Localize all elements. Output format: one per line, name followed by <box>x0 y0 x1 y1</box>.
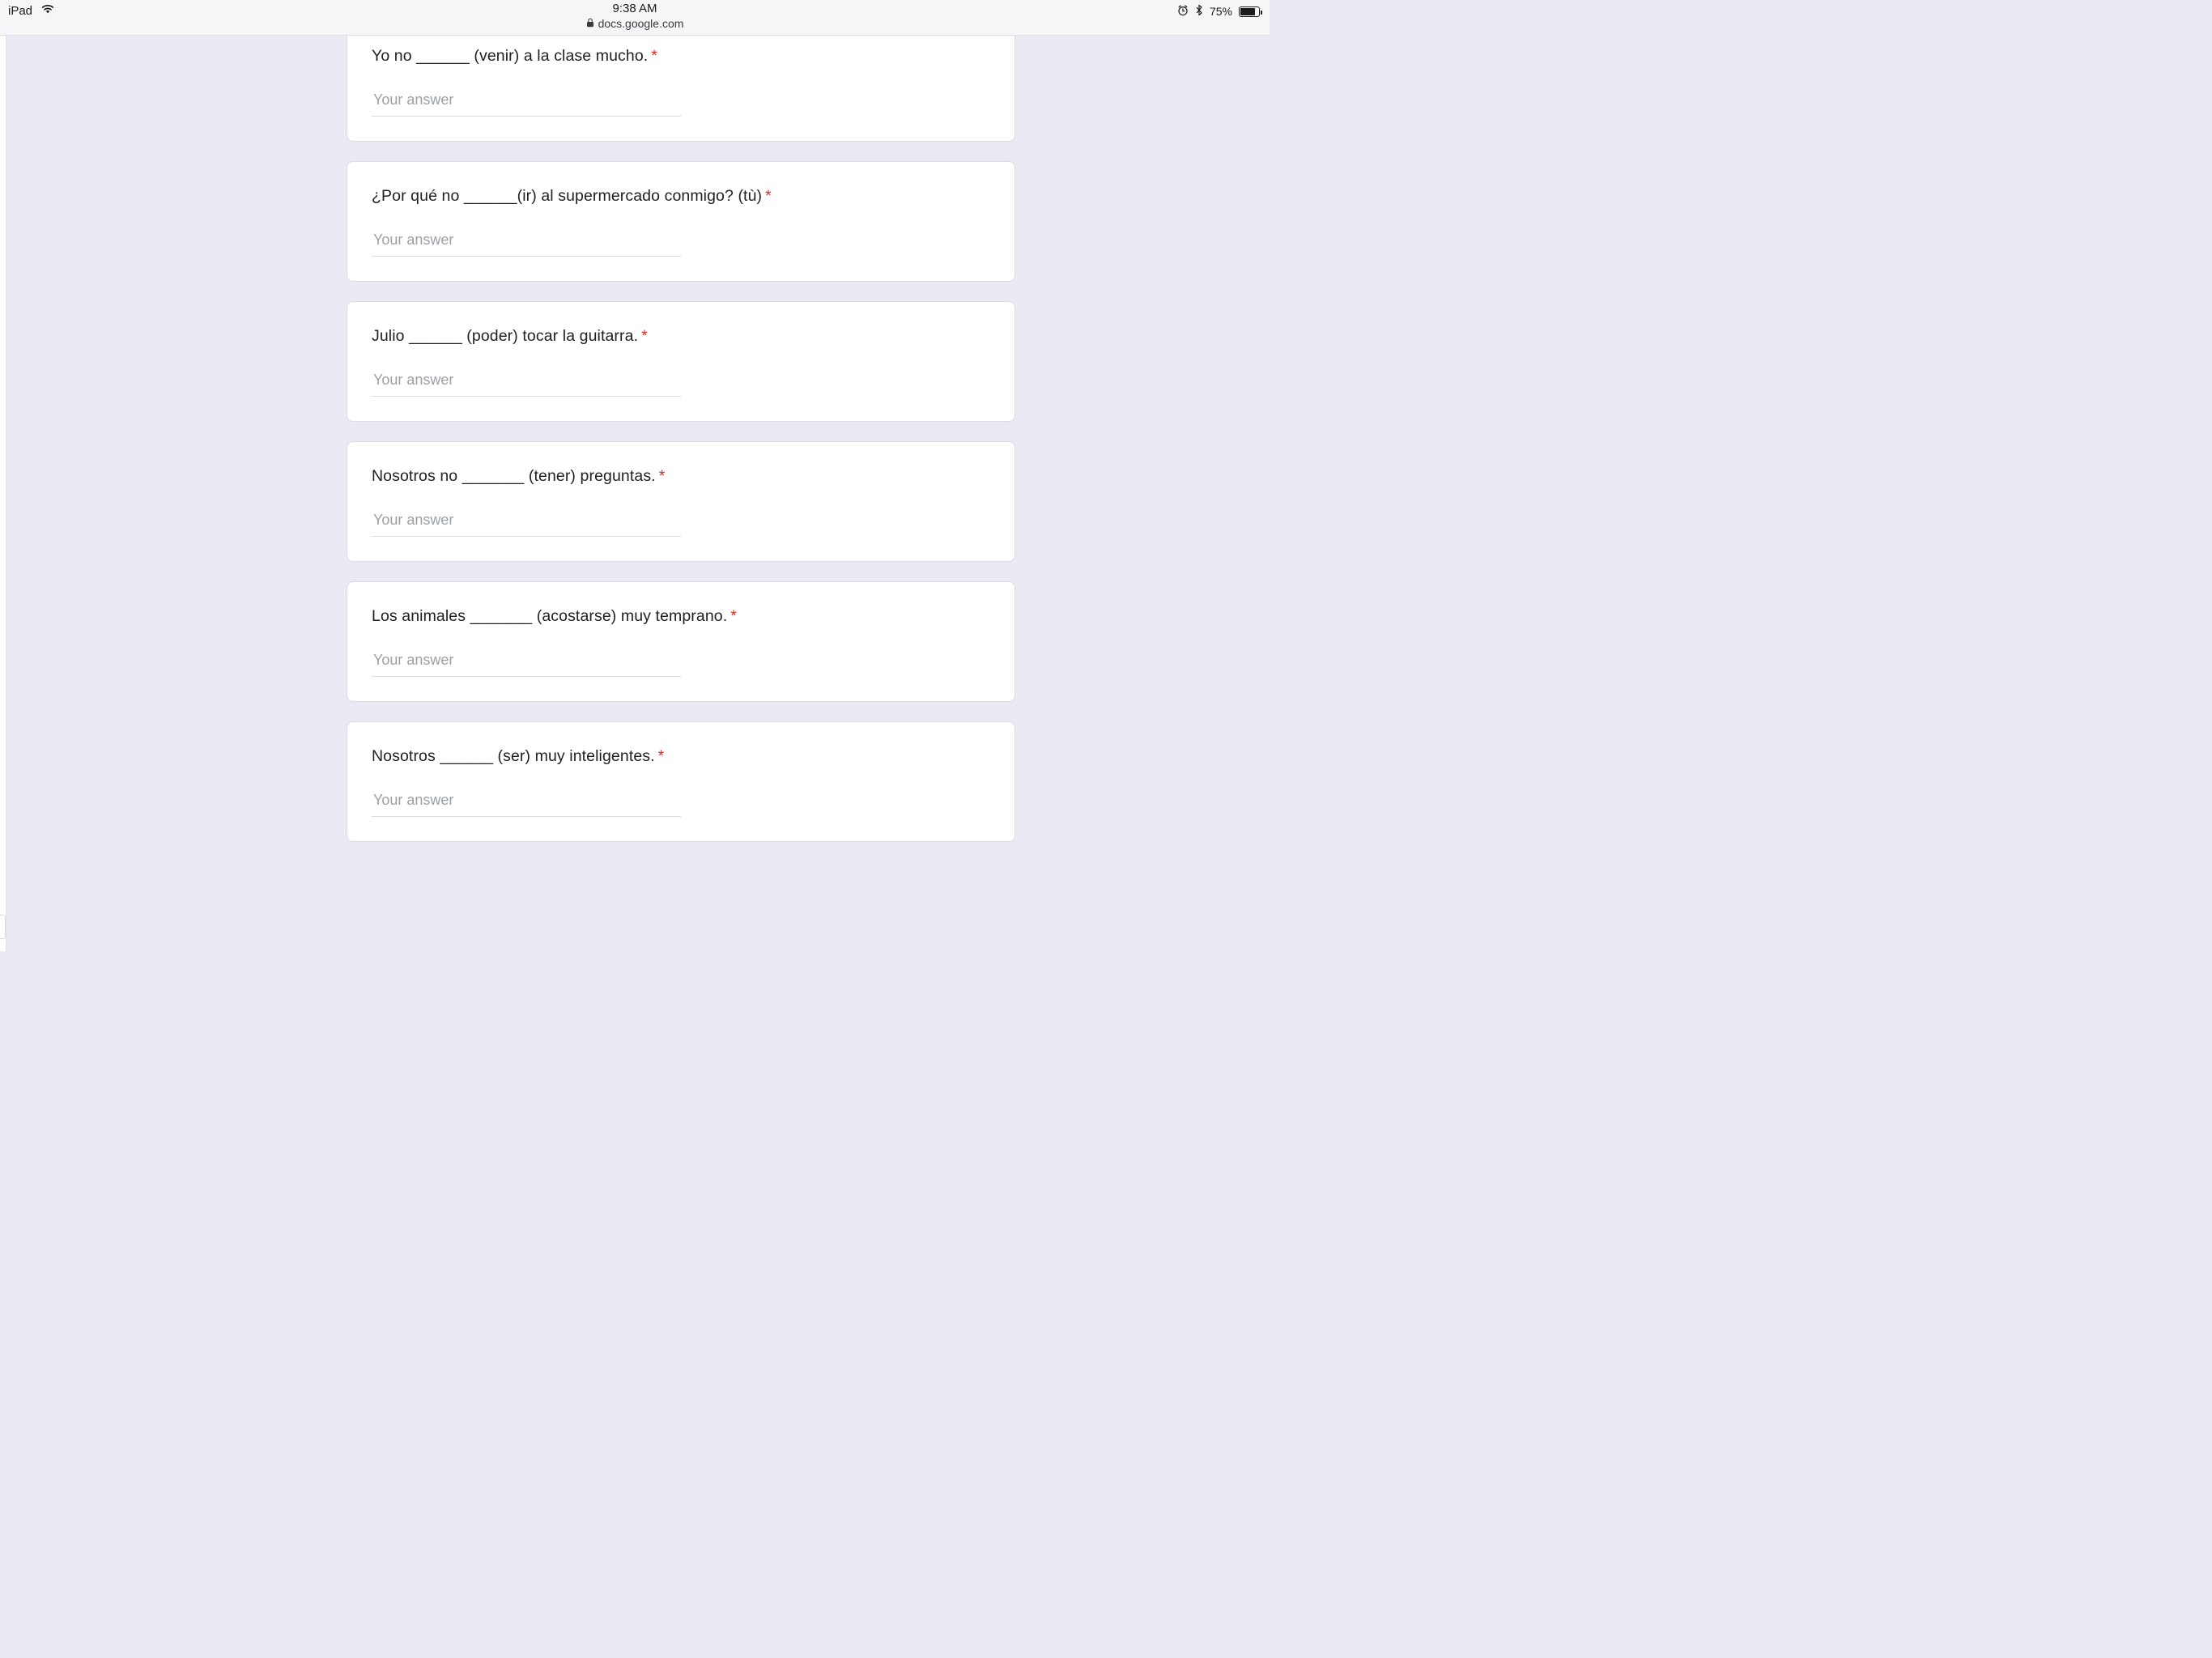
question-text: ¿Por qué no ______(ir) al supermercado conmigo? (tù) <box>372 187 763 205</box>
bluetooth-icon <box>1195 4 1203 19</box>
question-text: Yo no ______ (venir) a la clase mucho. <box>372 47 649 65</box>
answer-field[interactable] <box>372 232 681 257</box>
battery-percent: 75% <box>1209 5 1232 18</box>
answer-field[interactable] <box>372 512 681 537</box>
question-card <box>347 36 1015 142</box>
lock-icon <box>586 16 594 31</box>
answer-placeholder: Your answer <box>373 512 454 528</box>
required-asterisk: * <box>730 607 737 625</box>
google-form-scroll-area[interactable] <box>0 36 1270 951</box>
status-bar <box>0 0 1270 36</box>
clock: 9:38 AM <box>612 2 657 15</box>
question-text: Nosotros no _______ (tener) preguntas. <box>372 467 656 485</box>
required-asterisk: * <box>651 47 657 65</box>
answer-field[interactable] <box>372 652 681 677</box>
answer-placeholder: Your answer <box>373 91 454 108</box>
screen <box>0 0 1270 951</box>
question-title <box>372 45 989 67</box>
answer-placeholder: Your answer <box>373 232 454 248</box>
required-asterisk: * <box>657 747 665 765</box>
required-asterisk: * <box>658 467 666 485</box>
device-label: iPad <box>8 3 33 18</box>
question-card <box>347 161 1015 282</box>
address-bar[interactable] <box>0 16 1270 31</box>
answer-field[interactable] <box>372 792 681 817</box>
question-card <box>347 441 1015 562</box>
answer-placeholder: Your answer <box>373 372 454 388</box>
battery-icon <box>1239 6 1260 17</box>
question-title <box>372 185 989 207</box>
question-text: Nosotros ______ (ser) muy inteligentes. <box>372 747 655 765</box>
question-list <box>347 36 1015 861</box>
question-text: Los animales _______ (acostarse) muy temprano. <box>372 607 728 625</box>
question-card <box>347 301 1015 422</box>
required-asterisk: * <box>641 327 648 345</box>
question-title <box>372 465 989 487</box>
question-text: Julio ______ (poder) tocar la guitarra. <box>372 327 639 345</box>
answer-placeholder: Your answer <box>373 652 454 668</box>
required-asterisk: * <box>765 187 772 205</box>
alarm-clock-icon <box>1177 5 1189 19</box>
answer-field[interactable] <box>372 91 681 117</box>
question-card <box>347 581 1015 702</box>
question-title <box>372 605 989 627</box>
question-card <box>347 721 1015 842</box>
question-title <box>372 745 989 767</box>
answer-field[interactable] <box>372 372 681 397</box>
status-bar-right <box>1177 4 1260 19</box>
question-title <box>372 325 989 347</box>
answer-placeholder: Your answer <box>373 792 454 808</box>
status-bar-center <box>0 2 1270 31</box>
url-text: docs.google.com <box>598 17 684 30</box>
